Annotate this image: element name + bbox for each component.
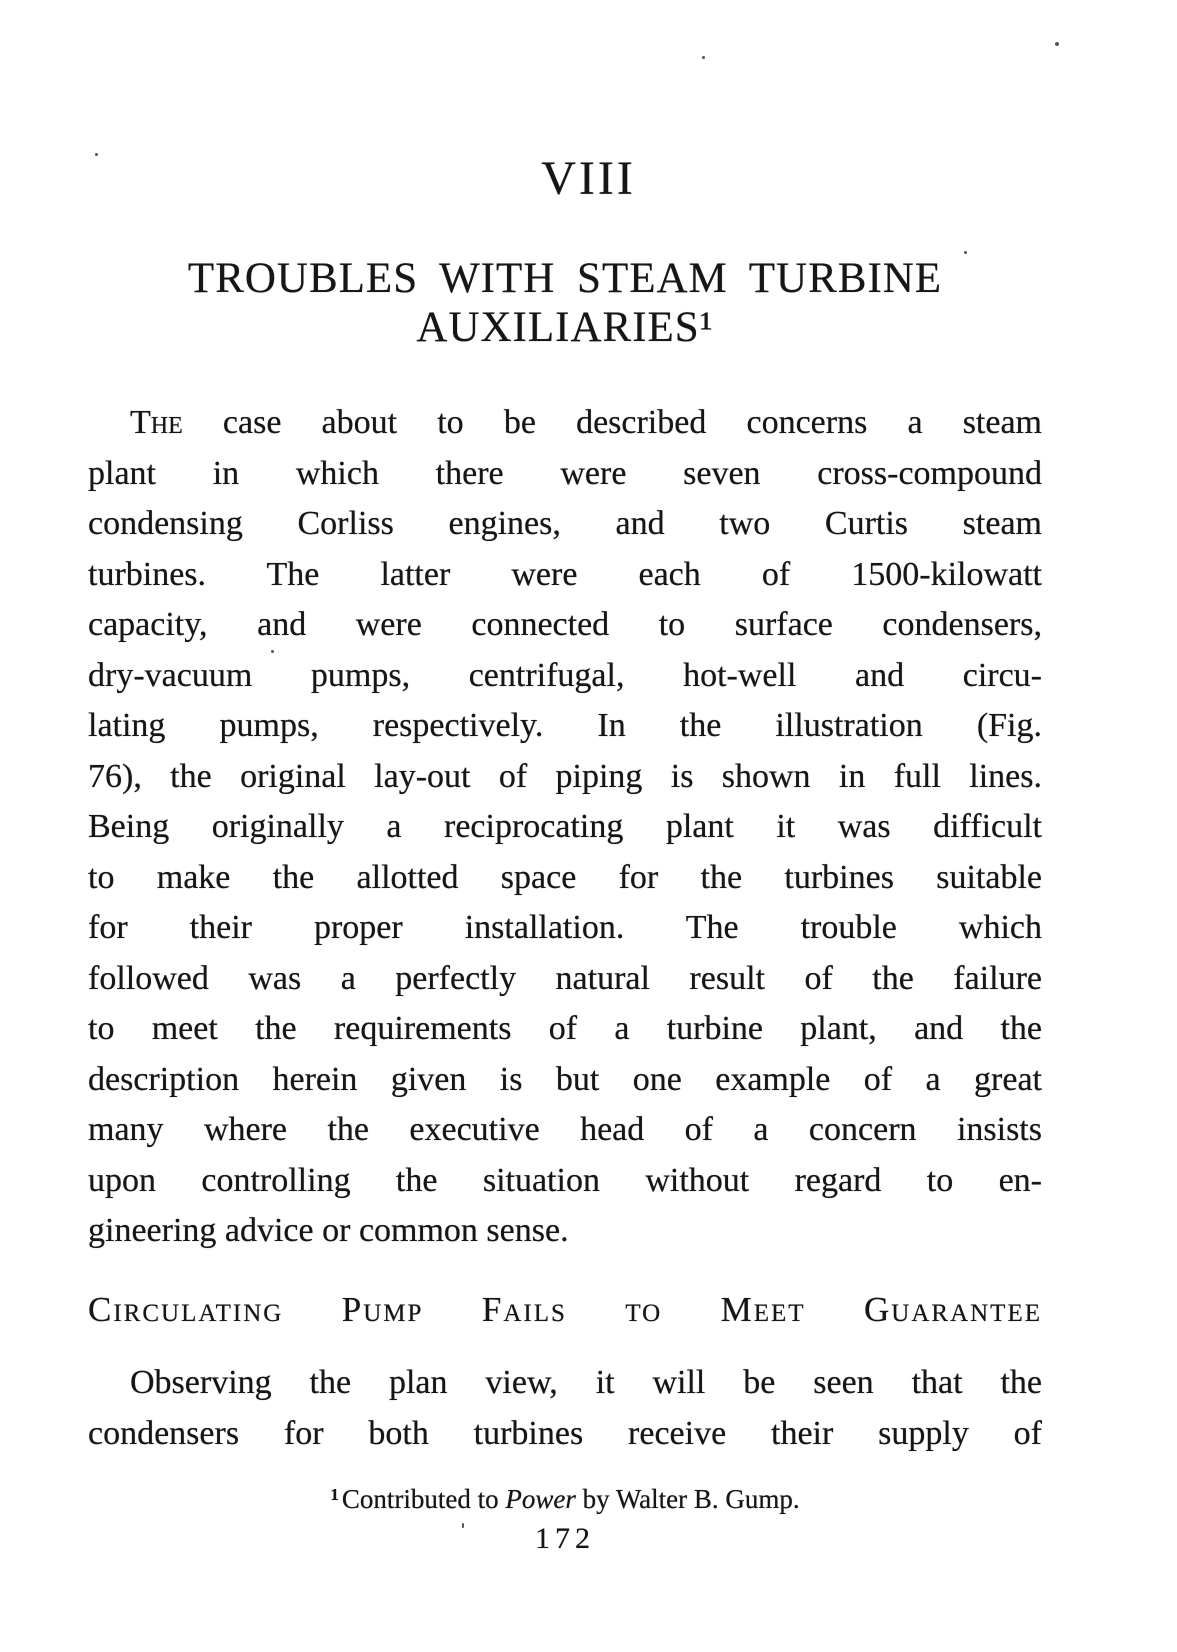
text-line: to meet the requirements of a turbine plant, and the — [88, 1010, 1042, 1047]
scan-speck — [462, 1523, 464, 1528]
text-line-first — [88, 398, 1042, 449]
title-line-2: AUXILIARIES¹ — [416, 304, 714, 351]
text-line: condensing Corliss engines, and two Curtis steam — [88, 505, 1042, 542]
text-line: for their proper installation. The trouble which — [88, 909, 1042, 946]
text-line: many where the executive head of a concern insists — [88, 1111, 1042, 1148]
section-heading: Circulating Pump Fails to Meet Guarantee — [88, 1290, 1042, 1329]
scan-speck — [702, 56, 705, 59]
paragraph-body-lines — [88, 1409, 1042, 1460]
text-line: lating pumps, respectively. In the illustration (Fig. — [88, 707, 1042, 744]
text-line: capacity, and were connected to surface condensers, — [88, 606, 1042, 643]
text-line: 76), the original lay-out of piping is shown in full lines. — [88, 757, 1042, 795]
text-line: to make the allotted space for the turbines suitable — [88, 858, 1042, 896]
footnote-marker: 1 — [330, 1485, 339, 1504]
footnote-journal-name: Power — [505, 1484, 576, 1514]
scan-speck — [964, 251, 967, 254]
text-line: plant in which there were seven cross-compound — [88, 454, 1042, 492]
first-line-rest: case about to be described concerns a steam — [182, 404, 1042, 441]
scan-speck — [95, 153, 98, 156]
page-title — [88, 254, 1042, 352]
text-line: upon controlling the situation without regard to en- — [88, 1161, 1042, 1199]
paragraph-main — [88, 398, 1042, 1257]
chapter-number: VIII — [541, 152, 636, 205]
text-line: description herein given is but one example of a great — [88, 1060, 1042, 1098]
paragraph-body-lines — [88, 449, 1042, 1207]
footnote-text-before: Contributed to — [341, 1484, 506, 1514]
text-line-first: Observing the plan view, it will be seen that the — [130, 1364, 1042, 1401]
text-line-last: gineering advice or common sense. — [88, 1212, 569, 1249]
text-line: Being originally a reciprocating plant it was difficult — [88, 808, 1042, 845]
footnote-text-after: by Walter B. Gump. — [575, 1484, 800, 1514]
paragraph-secondary — [88, 1358, 1042, 1459]
text-line: followed was a perfectly natural result of the failure — [88, 959, 1042, 997]
scan-speck — [1055, 42, 1059, 46]
title-line-1: TROUBLES WITH STEAM TURBINE — [187, 255, 943, 302]
scan-speck — [271, 650, 274, 653]
page-number: 172 — [535, 1522, 595, 1555]
text-line: turbines. The latter were each of 1500-kilowatt — [88, 555, 1042, 593]
lead-word: The — [130, 404, 183, 441]
text-line: condensers for both turbines receive their supply of — [88, 1414, 1042, 1452]
footnote — [88, 1478, 1042, 1516]
text-line: dry-vacuum pumps, centrifugal, hot-well and circu- — [88, 656, 1042, 694]
